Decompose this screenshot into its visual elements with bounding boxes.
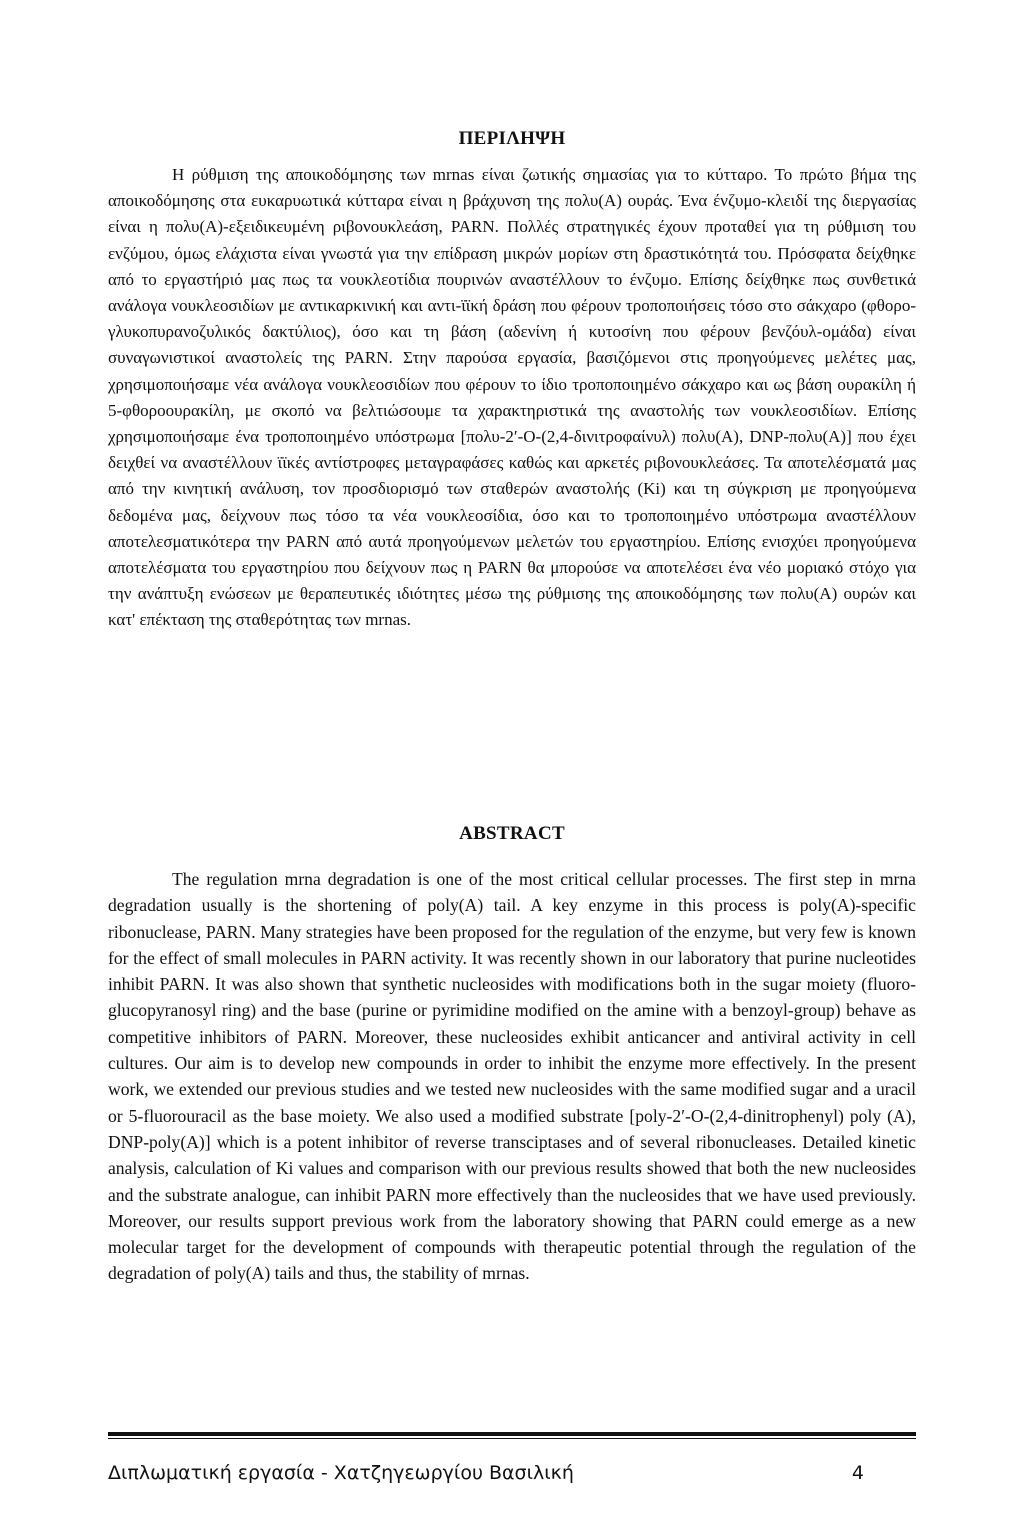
- greek-abstract-paragraph: Η ρύθμιση της αποικοδόμησης των mrnas είναι ζωτικής σημασίας για το κύτταρο. Το πρώτο βήμα της αποικοδόμησης στα ευκαρυωτικά κύτταρα είναι η βράχυνση της πολυ(Α) ουράς. Ένα ένζυμο-κλειδί της διεργασίας είναι η πολυ(Α)-εξειδικευμένη ριβονουκλεάση, PARN. Πολλές στρατηγικές έχουν προταθεί για τη ρύθμιση του ενζύμου, όμως ελάχιστα είναι γνωστά για την επίδραση μικρών μορίων στη δραστικότητά του. Πρόσφατα δείχθηκε από το εργαστήριό μας πως τα νουκλεοτίδια πουρινών αναστέλλουν το ένζυμο. Επίσης δείχθηκε πως συνθετικά ανάλογα νουκλεοσιδίων με αντικαρκινική και αντι-ϊϊκή δράση που φέρουν τροποποιήσεις τόσο στο σάκχαρο (φθορο-γλυκοπυρανοζυλικός δακτύλιος), όσο και τη βάση (αδενίνη ή κυτοσίνη που φέρουν βενζόυλ-ομάδα) είναι συναγωνιστικοί αναστολείς της PARN. Στην παρούσα εργασία, βασιζόμενοι στις προηγούμενες μελέτες μας, χρησιμοποιήσαμε νέα ανάλογα νουκλεοσιδίων που φέρουν το ίδιο τροποποιημένο σάκχαρο και ως βάση ουρακίλη ή 5-φθοροουρακίλη, με σκοπό να βελτιώσουμε τα χαρακτηριστικά της αναστολής των νουκλεοσιδίων. Επίσης χρησιμοποιήσαμε ένα τροποποιημένο υπόστρωμα [πολυ-2′-Ο-(2,4-δινιτροφαίνυλ) πολυ(Α), DNP-πολυ(Α)] που έχει δειχθεί να αναστέλλουν ϊϊκές αντίστροφες μεταγραφάσες καθώς και αρκετές ριβονουκλεάσες. Τα αποτελέσματά μας από την κινητική ανάλυση, τον προσδιορισμό των σταθερών αναστολής (Κi) και τη σύγκριση με προηγούμενα δεδομένα μας, δείχνουν πως τόσο τα νέα νουκλεοσίδια, όσο και το τροποποιημένο υπόστρωμα αναστέλλουν αποτελεσματικότερα την PARN από αυτά προηγούμενων μελετών του εργαστηρίου. Επίσης ενισχύει προηγούμενα αποτελέσματα του εργαστηρίου που δείχνουν πως η PARN θα μπορούσε να αποτελέσει ένα νέο μοριακό στόχο για την ανάπτυξη ενώσεων με θεραπευτικές ιδιότητες μέσω της ρύθμισης της αποικοδόμησης των πολυ(Α) ουρών και κατ' επέκταση της σταθερότητας των mrnas.: [108, 165, 916, 630]
- english-abstract-heading: ABSTRACT: [459, 823, 565, 844]
- footer-title: Διπλωματική εργασία - Χατζηγεωργίου Βασιλική: [108, 1462, 574, 1484]
- english-abstract-paragraph: The regulation mrna degradation is one of the most critical cellular processes. The first step in mrna degradation usually is the shortening of poly(A) tail. A key enzyme in this process is poly(A)-specific ribonuclease, PARN. Many strategies have been proposed for the regulation of the enzyme, but very few is known for the effect of small molecules in PARN activity. It was recently shown in our laboratory that purine nucleotides inhibit PARN. It was also shown that synthetic nucleosides with modifications both in the sugar moiety (fluoro-glucopyranosyl ring) and the base (purine or pyrimidine modified on the amine with a benzoyl-group) behave as competitive inhibitors of PARN. Moreover, these nucleosides exhibit anticancer and antiviral activity in cell cultures. Our aim is to develop new compounds in order to inhibit the enzyme more effectively. In the present work, we extended our previous studies and we tested new nucleosides with the same modified sugar and a uracil or 5-fluorouracil as the base moiety. We also used a modified substrate [poly-2′-O-(2,4-dinitrophenyl) poly (A), DNP-poly(A)] which is a potent inhibitor of reverse transciptases and of several ribonucleases. Detailed kinetic analysis, calculation of Ki values and comparison with our previous results showed that both the new nucleosides and the substrate analogue, can inhibit PARN more effectively than the nucleosides that we have used previously. Moreover, our results support previous work from the laboratory showing that PARN could emerge as a new molecular target for the development of compounds with therapeutic potential through the regulation of the degradation of poly(A) tails and thus, the stability of mrnas.: [108, 869, 916, 1284]
- footer-divider: [108, 1432, 916, 1439]
- page-number: 4: [851, 1462, 864, 1484]
- greek-abstract-heading: ΠΕΡΙΛΗΨΗ: [458, 128, 566, 149]
- greek-abstract-body: [108, 162, 916, 634]
- page-footer: [108, 1462, 916, 1484]
- english-abstract-body: [108, 866, 916, 1287]
- footer-divider-thin: [108, 1438, 916, 1439]
